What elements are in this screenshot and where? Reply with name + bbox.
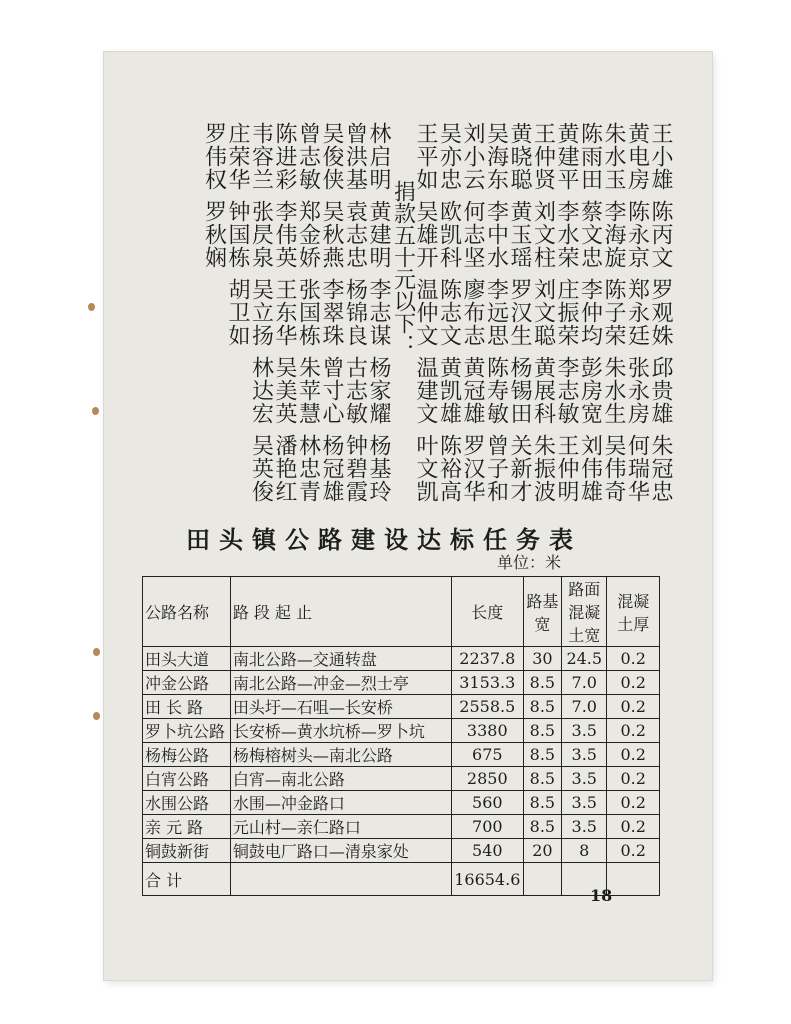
donor-name: 关新才	[507, 434, 532, 503]
concrete-width-cell: 3.5	[562, 815, 607, 839]
donor-name: 曾志敏	[295, 122, 321, 191]
donor-name: 刘文柱	[530, 200, 556, 269]
donor-name: 李海旋	[601, 200, 626, 269]
donor-name: 欧凯科	[436, 200, 462, 269]
section-cell: 水围—冲金路口	[230, 791, 451, 815]
donor-name: 彭房宽	[577, 356, 603, 425]
donor-name: 李中水	[483, 200, 509, 269]
donor-name: 温仲文	[413, 278, 438, 347]
donor-name: 朱水玉	[601, 122, 626, 191]
page-number: 18	[590, 886, 613, 905]
donor-name: 李志敏	[554, 356, 579, 425]
table-title: 田头镇公路建设达标任务表	[186, 525, 582, 554]
table-row	[143, 767, 660, 791]
length-cell: 3153.3	[451, 671, 523, 695]
subgrade-width-cell: 8.5	[523, 815, 561, 839]
concrete-width-cell: 3.5	[562, 791, 607, 815]
donor-name: 杨家耀	[366, 356, 391, 425]
donor-name: 郑永廷	[624, 278, 650, 347]
donor-name: 黄凯雄	[436, 356, 462, 425]
donor-name: 韦容兰	[248, 122, 274, 191]
donor-name: 张国栋	[295, 278, 321, 347]
donor-name: 廖布志	[460, 278, 485, 347]
header-concrete-thickness: 混凝土厚	[607, 577, 660, 647]
donor-name: 张昃泉	[248, 200, 274, 269]
donor-name: 庄荣华	[225, 122, 250, 191]
donation-label: 捐款五十元以下：	[390, 180, 416, 356]
concrete-thickness-cell: 0.2	[607, 647, 660, 671]
table-row	[143, 839, 660, 863]
donor-name: 吴秋燕	[319, 200, 344, 269]
section-cell: 杨梅榕树头—南北公路	[230, 743, 451, 767]
binding-hole	[93, 648, 100, 656]
concrete-width-cell: 7.0	[562, 695, 607, 719]
donor-name: 温建文	[413, 356, 438, 425]
donor-name: 罗汉华	[460, 434, 485, 503]
donor-name: 张永房	[624, 356, 650, 425]
donor-name: 王仲明	[554, 434, 579, 503]
donor-name: 陈进彩	[272, 122, 297, 191]
header-subgrade-width: 路基宽	[523, 577, 561, 647]
donor-name: 刘文聪	[530, 278, 556, 347]
donor-name: 胡卫如	[225, 278, 250, 347]
concrete-width-cell: 8	[562, 839, 607, 863]
section-cell: 铜鼓电厂路口—清泉家处	[230, 839, 451, 863]
donor-name: 李翠珠	[319, 278, 344, 347]
donor-name: 朱冠忠	[648, 434, 673, 503]
donor-name: 何志坚	[460, 200, 485, 269]
donor-name: 吴俊侠	[319, 122, 344, 191]
concrete-thickness-cell: 0.2	[607, 839, 660, 863]
donor-name: 吴雄开	[413, 200, 438, 269]
road-name-cell: 田 长 路	[143, 695, 231, 719]
table-total-row	[143, 863, 660, 896]
table-row	[143, 791, 660, 815]
length-cell: 700	[451, 815, 523, 839]
donor-name: 黄晓聪	[507, 122, 532, 191]
donor-name: 郑金娇	[295, 200, 321, 269]
header-length: 长度	[451, 577, 523, 647]
donor-name: 吴立扬	[248, 278, 274, 347]
donor-name: 吴英俊	[248, 434, 274, 503]
donor-name: 杨锦良	[342, 278, 368, 347]
section-cell: 元山村—亲仁路口	[230, 815, 451, 839]
length-cell: 560	[451, 791, 523, 815]
donor-name: 王平如	[413, 122, 438, 191]
donor-name: 李仲均	[577, 278, 603, 347]
donor-name: 潘艳红	[272, 434, 297, 503]
donor-name: 林忠青	[295, 434, 321, 503]
donor-name: 李远思	[483, 278, 509, 347]
section-cell: 南北公路—交通转盘	[230, 647, 451, 671]
total-label: 合 计	[143, 863, 231, 896]
road-name-cell: 田头大道	[143, 647, 231, 671]
concrete-width-cell: 24.5	[562, 647, 607, 671]
donor-name: 黄建明	[366, 200, 391, 269]
table-row	[143, 671, 660, 695]
table-header-row	[143, 577, 660, 647]
donor-name: 罗伟权	[201, 122, 227, 191]
road-name-cell: 铜鼓新街	[143, 839, 231, 863]
length-cell: 540	[451, 839, 523, 863]
donor-name: 曾寸心	[319, 356, 344, 425]
donor-name: 刘小云	[460, 122, 485, 191]
donor-name: 王东华	[272, 278, 297, 347]
donor-name: 陈雨田	[577, 122, 603, 191]
concrete-thickness-cell: 0.2	[607, 719, 660, 743]
donor-name: 黄玉瑶	[507, 200, 532, 269]
subgrade-width-cell: 20	[523, 839, 561, 863]
table-row	[143, 815, 660, 839]
binding-hole	[88, 303, 95, 311]
donor-name: 陈寿敏	[483, 356, 509, 425]
donor-name: 吴亦忠	[436, 122, 462, 191]
concrete-thickness-cell: 0.2	[607, 791, 660, 815]
donor-name: 林启明	[366, 122, 391, 191]
donor-name: 杨锡田	[507, 356, 532, 425]
donor-name: 罗汉生	[507, 278, 532, 347]
donor-name: 曾洪基	[342, 122, 368, 191]
concrete-thickness-cell: 0.2	[607, 815, 660, 839]
length-cell: 675	[451, 743, 523, 767]
donor-name: 叶文凯	[413, 434, 438, 503]
length-cell: 3380	[451, 719, 523, 743]
concrete-width-cell: 3.5	[562, 743, 607, 767]
subgrade-width-cell: 8.5	[523, 671, 561, 695]
concrete-thickness-cell: 0.2	[607, 767, 660, 791]
concrete-thickness-cell: 0.2	[607, 695, 660, 719]
section-cell: 南北公路—冲金—烈士亭	[230, 671, 451, 695]
table-row	[143, 647, 660, 671]
concrete-width-cell: 3.5	[562, 719, 607, 743]
section-cell: 白宵—南北公路	[230, 767, 451, 791]
concrete-thickness-cell: 0.2	[607, 743, 660, 767]
section-cell: 田头圩—石咀—长安桥	[230, 695, 451, 719]
header-concrete-width: 路面混凝土宽	[562, 577, 607, 647]
subgrade-width-cell: 8.5	[523, 743, 561, 767]
donor-name: 钟国栋	[225, 200, 250, 269]
road-name-cell: 水围公路	[143, 791, 231, 815]
road-name-cell: 白宵公路	[143, 767, 231, 791]
concrete-width-cell: 7.0	[562, 671, 607, 695]
donor-name: 李志谋	[366, 278, 391, 347]
subgrade-width-cell: 30	[523, 647, 561, 671]
donor-name: 林达宏	[248, 356, 274, 425]
road-name-cell: 冲金公路	[143, 671, 231, 695]
donor-name: 王小雄	[648, 122, 673, 191]
section-cell: 长安桥—黄水坑桥—罗卜坑	[230, 719, 451, 743]
donor-name: 黄冠雄	[460, 356, 485, 425]
table-row	[143, 743, 660, 767]
donor-name: 刘伟雄	[577, 434, 603, 503]
header-section: 路 段 起 止	[230, 577, 451, 647]
donor-name: 邱贵雄	[648, 356, 673, 425]
length-cell: 2237.8	[451, 647, 523, 671]
donor-name: 钟碧霞	[342, 434, 368, 503]
length-cell: 2850	[451, 767, 523, 791]
donor-name: 陈永京	[624, 200, 650, 269]
total-value: 16654.6	[451, 863, 523, 896]
donor-name: 朱苹慧	[295, 356, 321, 425]
donor-name: 曾子和	[483, 434, 509, 503]
donor-name: 李水荣	[554, 200, 579, 269]
donor-name: 陈丙文	[648, 200, 673, 269]
donor-name: 陈志文	[436, 278, 462, 347]
donor-name: 李伟英	[272, 200, 297, 269]
subgrade-width-cell: 8.5	[523, 791, 561, 815]
subgrade-width-cell: 8.5	[523, 695, 561, 719]
donor-name: 黄展科	[530, 356, 556, 425]
header-road-name: 公路名称	[143, 577, 231, 647]
donor-name: 古志敏	[342, 356, 368, 425]
binding-hole	[92, 407, 99, 415]
road-name-cell: 罗卜坑公路	[143, 719, 231, 743]
donor-name: 袁志忠	[342, 200, 368, 269]
total-empty-cell	[230, 863, 451, 896]
donor-name: 蔡文忠	[577, 200, 603, 269]
length-cell: 2558.5	[451, 695, 523, 719]
donor-name: 王仲贤	[530, 122, 556, 191]
donor-name: 庄振荣	[554, 278, 579, 347]
donor-name: 吴海东	[483, 122, 509, 191]
donor-name: 吴美英	[272, 356, 297, 425]
total-empty-cell	[523, 863, 561, 896]
donor-name: 杨冠雄	[319, 434, 344, 503]
donor-name: 杨基玲	[366, 434, 391, 503]
donor-name: 黄电房	[624, 122, 650, 191]
concrete-thickness-cell: 0.2	[607, 671, 660, 695]
unit-label: 单位：米	[497, 553, 562, 572]
donor-name-list	[140, 122, 675, 503]
table-row	[143, 695, 660, 719]
binding-hole	[93, 712, 100, 720]
total-empty-cell	[607, 863, 660, 896]
road-task-table	[142, 576, 660, 896]
donor-name: 朱振波	[530, 434, 556, 503]
donor-name: 朱水生	[601, 356, 626, 425]
road-name-cell: 杨梅公路	[143, 743, 231, 767]
concrete-width-cell: 3.5	[562, 767, 607, 791]
road-name-cell: 亲 元 路	[143, 815, 231, 839]
subgrade-width-cell: 8.5	[523, 767, 561, 791]
donor-name: 陈子荣	[601, 278, 626, 347]
table-row	[143, 719, 660, 743]
donor-name: 罗秋娴	[201, 200, 227, 269]
subgrade-width-cell: 8.5	[523, 719, 561, 743]
donor-name: 何瑞华	[624, 434, 650, 503]
donor-name: 黄建平	[554, 122, 579, 191]
donor-name: 吴伟奇	[601, 434, 626, 503]
donor-name: 罗观姝	[648, 278, 673, 347]
donor-name: 陈裕高	[436, 434, 462, 503]
